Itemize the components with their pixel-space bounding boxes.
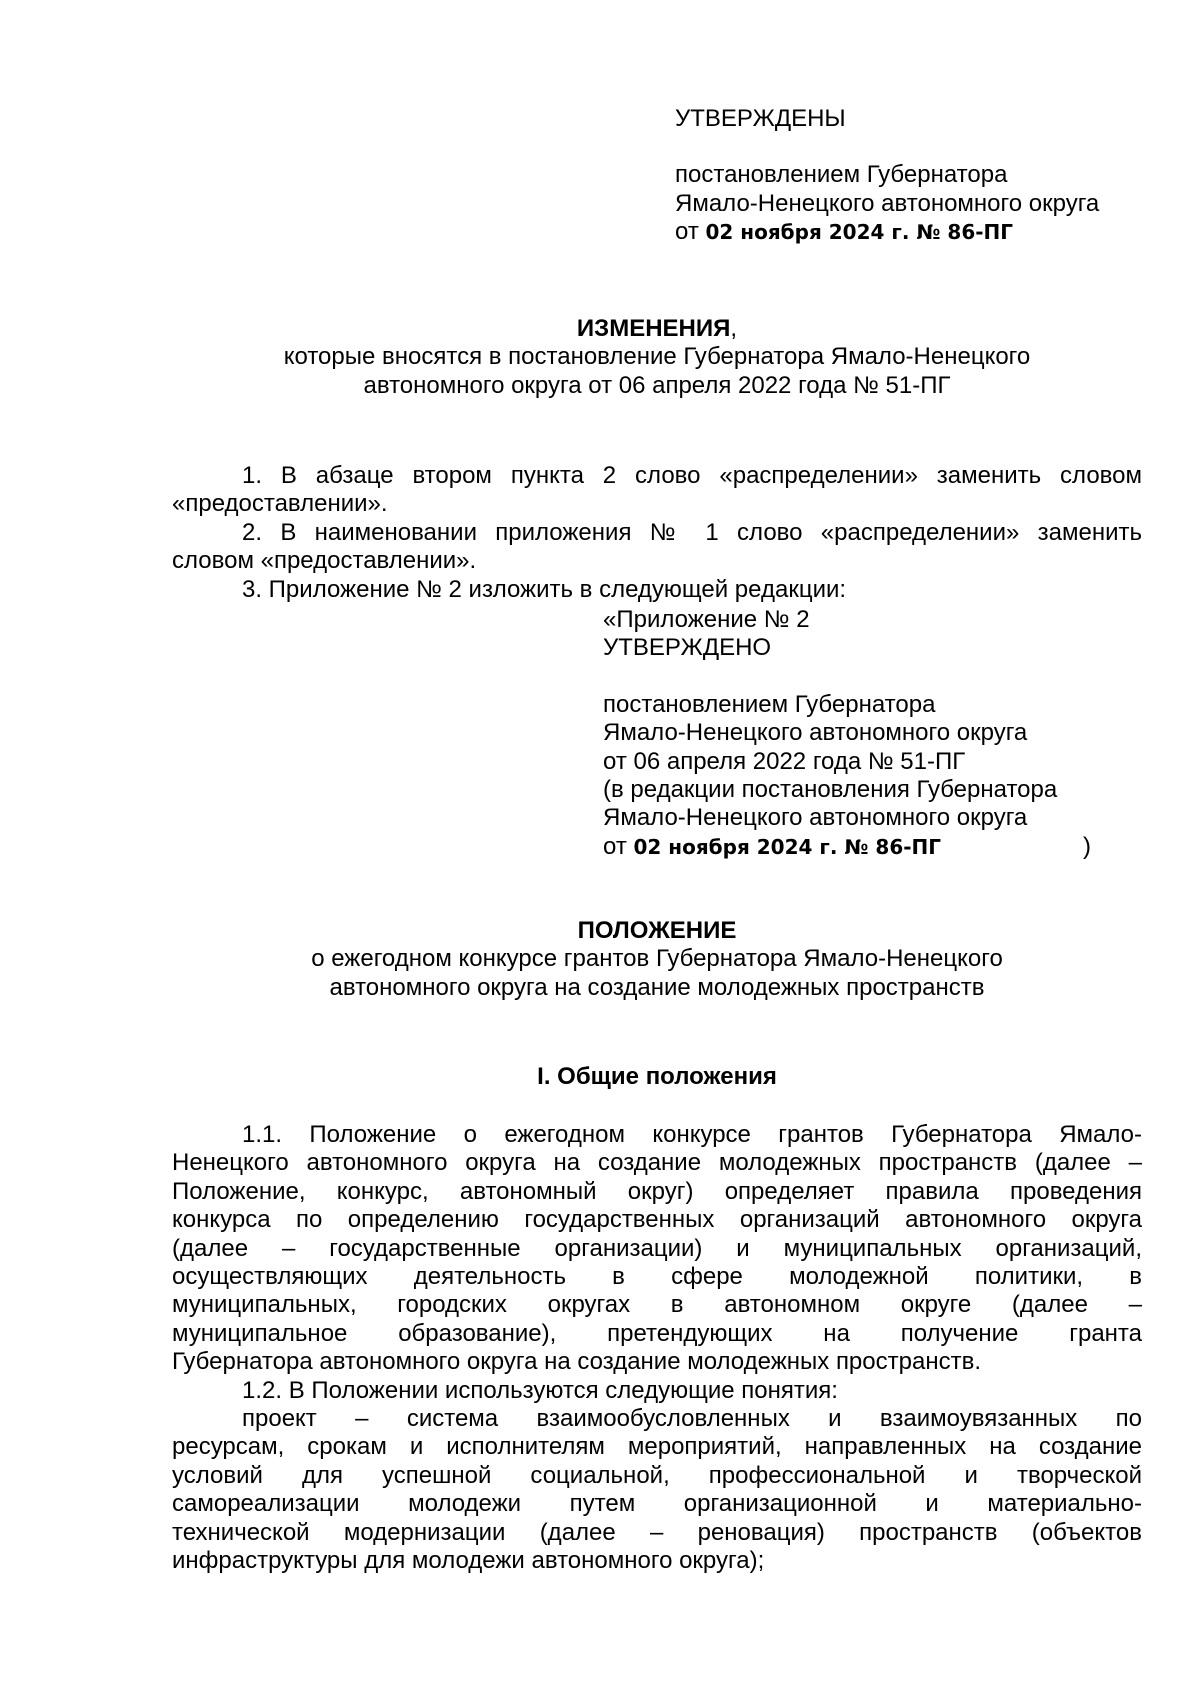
appendix-line: от 06 апреля 2022 года № 51-ПГ [603, 747, 966, 775]
paragraph-line: технической модернизации (далее – реновация) пространств (объектов [172, 1518, 1142, 1546]
changes-item-line: 3. Приложение № 2 изложить в следующей редакции: [242, 575, 847, 603]
paragraph-line: (далее – государственные организации) и муниципальных организаций, [172, 1234, 1142, 1262]
paragraph-line: самореализации молодежи путем организационной и материально- [172, 1490, 1142, 1518]
appendix-closing-bracket: ) [1083, 832, 1091, 860]
changes-item [172, 462, 1142, 519]
appendix-line: Ямало-Ненецкого автономного округа [603, 719, 1028, 747]
paragraph-1-1 [172, 1121, 1142, 1377]
regulation-subtitle: о ежегодном конкурсе грантов Губернатора Ямало-Ненецкого [311, 945, 1003, 973]
regulation-subtitle: автономного округа на создание молодежных пространств [329, 973, 985, 1001]
changes-item [172, 519, 1142, 576]
appendix-header [603, 606, 1143, 861]
changes-heading [172, 315, 1142, 400]
paragraph-line: проект – система взаимообусловленных и взаимоувязанных по [242, 1405, 1142, 1433]
changes-item-line: 1. В абзаце втором пункта 2 слово «распределении» заменить словом [242, 462, 1142, 489]
paragraph-project-definition [172, 1405, 1142, 1575]
changes-item-line: «предоставлении». [172, 490, 388, 518]
approval-line: постановлением Губернатора [675, 161, 1008, 189]
paragraph-1-2 [172, 1377, 1142, 1405]
appendix-line: «Приложение № 2 [603, 606, 810, 633]
paragraph-line: Губернатора автономного округа на создание молодежных пространств. [172, 1348, 981, 1376]
changes-title: ИЗМЕНЕНИЯ [576, 315, 731, 342]
paragraph-line: Положение, конкурс, автономный округ) определяет правила проведения [172, 1177, 1142, 1205]
paragraph-line: осуществляющих деятельность в сфере молодежной политики, в [172, 1263, 1142, 1291]
paragraph-line: условий для успешной социальной, профессиональной и творческой [172, 1461, 1142, 1489]
appendix-line: постановлением Губернатора [603, 690, 936, 718]
approval-line: Ямало-Ненецкого автономного округа [675, 189, 1100, 217]
paragraph-line: муниципальных, городских округах в автономном округе (далее – [172, 1291, 1142, 1319]
changes-title-suffix: , [730, 315, 738, 342]
appendix-line: Ямало-Ненецкого автономного округа [603, 804, 1028, 832]
paragraph-line: 1.2. В Положении используются следующие понятия: [242, 1376, 838, 1404]
appendix-date-value: 02 ноября 2024 г. № 86-ПГ [633, 834, 942, 859]
paragraph-line: муниципальное образование), претендующих на получение гранта [172, 1319, 1142, 1347]
changes-item-line: 2. В наименовании приложения № 1 слово «распределении» заменить [242, 518, 1142, 546]
regulation-heading [172, 917, 1142, 1002]
section-title: I. Общие положения [537, 1063, 777, 1090]
changes-item [172, 576, 1142, 604]
appendix-date [603, 833, 1143, 861]
changes-item-line: словом «предоставлении». [172, 547, 477, 575]
regulation-title: ПОЛОЖЕНИЕ [577, 917, 737, 944]
paragraph-line: инфраструктуры для молодежи автономного округа); [172, 1547, 765, 1575]
approval-date-value: 02 ноября 2024 г. № 86-ПГ [705, 220, 1014, 245]
approval-date [675, 218, 1175, 246]
approval-title: УТВЕРЖДЕНЫ [675, 105, 846, 132]
paragraph-line: 1.1. Положение о ежегодном конкурсе грантов Губернатора Ямало- [242, 1121, 1142, 1148]
approval-header [675, 105, 1175, 247]
body-text [172, 1121, 1142, 1576]
approval-date-prefix: от [675, 218, 699, 246]
changes-title-line [172, 315, 1142, 343]
section-heading [172, 1063, 1142, 1091]
appendix-date-prefix: от [603, 832, 627, 860]
appendix-line: (в редакции постановления Губернатора [603, 776, 1058, 804]
changes-list [172, 462, 1142, 604]
changes-subtitle: которые вносятся в постановление Губернатора Ямало-Ненецкого [283, 343, 1031, 371]
paragraph-line: ресурсам, срокам и исполнителям мероприятий, направленных на создание [172, 1433, 1142, 1461]
appendix-approved: УТВЕРЖДЕНО [603, 634, 772, 662]
paragraph-line: Ненецкого автономного округа на создание молодежных пространств (далее – [172, 1149, 1142, 1177]
changes-subtitle: автономного округа от 06 апреля 2022 года № 51-ПГ [363, 371, 951, 399]
paragraph-line: конкурса по определению государственных организаций автономного округа [172, 1206, 1142, 1234]
